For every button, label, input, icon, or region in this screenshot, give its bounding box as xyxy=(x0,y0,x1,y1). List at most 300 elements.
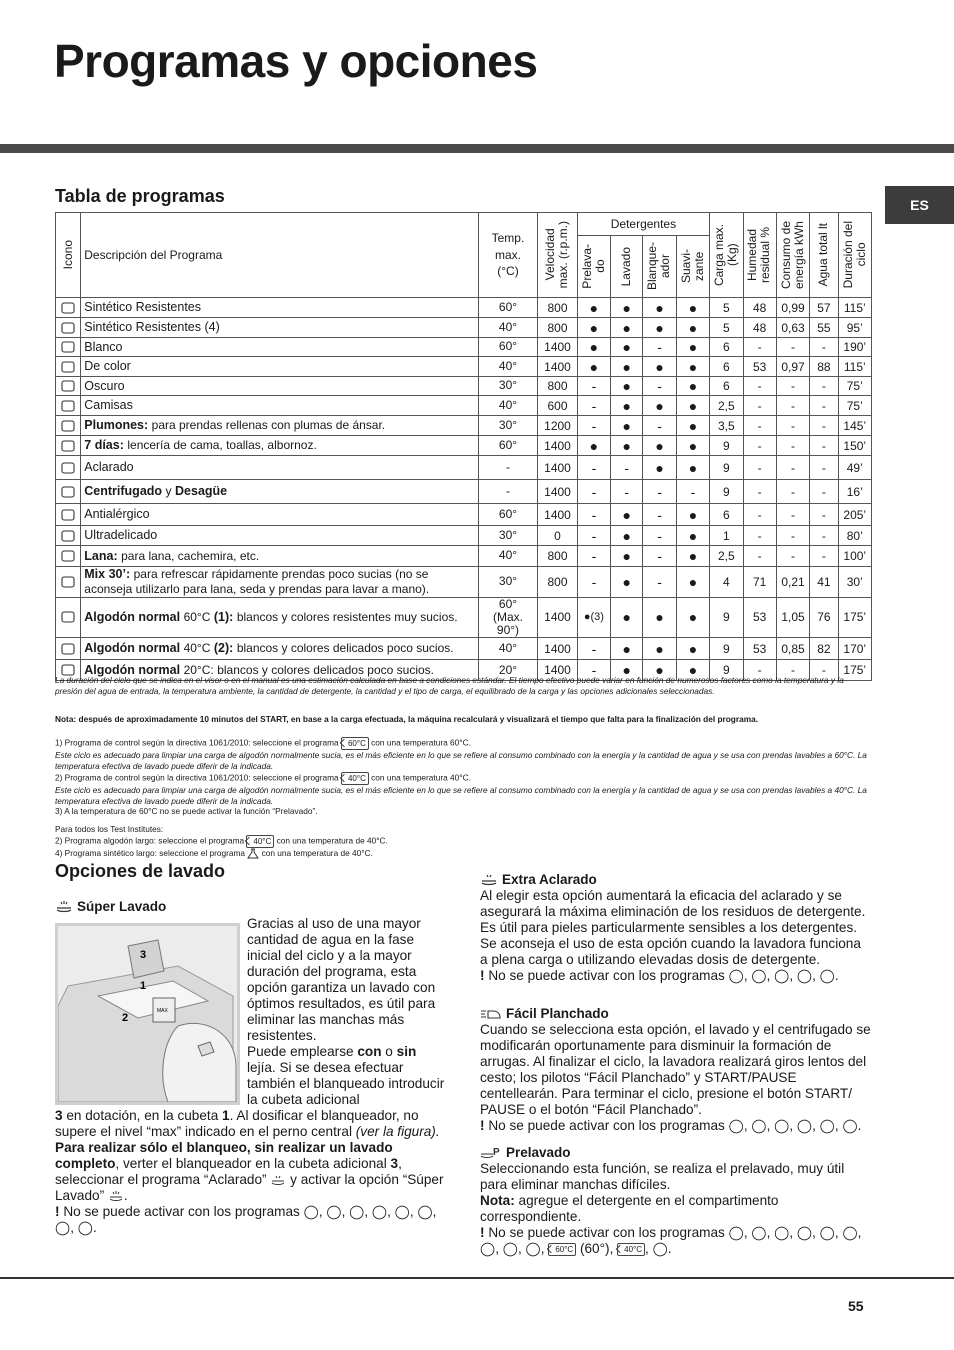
cell-speed: 800 xyxy=(538,567,577,598)
cell-water: - xyxy=(810,396,838,416)
cell-temp: 30° xyxy=(478,416,538,436)
cell-dur: 190’ xyxy=(838,338,871,357)
cell-hum: - xyxy=(743,338,776,357)
cell-energy: - xyxy=(776,660,809,681)
cell-hum: 71 xyxy=(743,567,776,598)
cell-water: - xyxy=(810,480,838,504)
cell-load: 2,5 xyxy=(710,546,743,567)
program-description: De color xyxy=(81,357,478,377)
row-icon-cell xyxy=(56,377,81,396)
cell-wash: - xyxy=(611,456,643,480)
cell-bleach: ● xyxy=(643,357,676,377)
cell-water: - xyxy=(810,504,838,526)
note-recalc: Nota: después de aproximadamente 10 minutos del START, en base a la carga efectuada, la máquina recalculará y visualizará el tiempo que falta para la finalización del programa. xyxy=(55,713,759,724)
cell-temp: 30° xyxy=(478,526,538,546)
row-icon-cell xyxy=(56,396,81,416)
cell-hum: 53 xyxy=(743,638,776,660)
table-row xyxy=(56,504,872,526)
cell-soft: ● xyxy=(676,396,709,416)
cell-wash: ● xyxy=(611,357,643,377)
col-load-header: Carga max. (Kg) xyxy=(710,213,743,298)
table-row xyxy=(56,318,872,338)
note-t4: 4) Programa sintético largo: seleccione el programa con una temperatura de 40°C. xyxy=(55,848,373,859)
cell-pre: ● xyxy=(577,318,610,338)
cell-soft: ● xyxy=(676,546,709,567)
cell-speed: 1400 xyxy=(538,436,577,456)
cell-soft: ● xyxy=(676,298,709,318)
cell-dur: 205’ xyxy=(838,504,871,526)
cell-hum: - xyxy=(743,660,776,681)
cell-bleach: - xyxy=(643,416,676,436)
cell-hum: - xyxy=(743,504,776,526)
cell-temp: - xyxy=(478,456,538,480)
prewash-icon xyxy=(480,1146,502,1160)
col-speed-header: Velocidad max. (r.p.m.) xyxy=(538,213,577,298)
cell-load: 9 xyxy=(710,480,743,504)
cell-hum: - xyxy=(743,377,776,396)
cell-pre: ●(3) xyxy=(577,597,610,638)
cell-load: 6 xyxy=(710,357,743,377)
cell-load: 1 xyxy=(710,526,743,546)
cell-pre: - xyxy=(577,660,610,681)
col-detergents-header: Detergentes xyxy=(577,213,709,236)
cell-pre: ● xyxy=(577,298,610,318)
cell-soft: ● xyxy=(676,456,709,480)
cell-speed: 800 xyxy=(538,318,577,338)
cell-energy: - xyxy=(776,338,809,357)
cell-hum: 53 xyxy=(743,357,776,377)
wool-icon xyxy=(60,548,76,564)
cell-dur: 115’ xyxy=(838,357,871,377)
cell-dur: 100’ xyxy=(838,546,871,567)
program-description: Algodón normal 60°C (1): blancos y colores resistentes muy sucios. xyxy=(81,597,478,638)
cell-water: - xyxy=(810,377,838,396)
cell-energy: 0,99 xyxy=(776,298,809,318)
cell-pre: - xyxy=(577,546,610,567)
cell-speed: 1400 xyxy=(538,597,577,638)
cell-temp: 30° xyxy=(478,377,538,396)
figure-max-label: MAX xyxy=(157,1008,168,1014)
cell-energy: 0,63 xyxy=(776,318,809,338)
super-wash-icon xyxy=(55,900,73,914)
cell-water: 55 xyxy=(810,318,838,338)
table-row xyxy=(56,638,872,660)
prewash-excluded-icons: ◯, ◯, ◯, ◯, ◯, ◯, ◯, ◯, ◯, xyxy=(480,1225,862,1256)
cell-energy: - xyxy=(776,456,809,480)
rinse-icon xyxy=(270,1174,286,1187)
easy-iron-icon xyxy=(480,1007,502,1021)
cell-soft: ● xyxy=(676,357,709,377)
cell-temp: 60° xyxy=(478,298,538,318)
program-description: Antialérgico xyxy=(81,504,478,526)
row-icon-cell xyxy=(56,456,81,480)
program-description: Lana: para lana, cachemira, etc. xyxy=(81,546,478,567)
cell-speed: 1400 xyxy=(538,638,577,660)
cell-dur: 95’ xyxy=(838,318,871,338)
cell-water: 57 xyxy=(810,298,838,318)
cell-bleach: - xyxy=(643,480,676,504)
cell-dur: 30’ xyxy=(838,567,871,598)
cell-temp: 30° xyxy=(478,567,538,598)
cell-energy: - xyxy=(776,416,809,436)
easy-iron-section: Fácil Planchado Cuando se selecciona esta opción, el lavado y el centrifugado se modificarán oportunamente para disminuir la formación de arrugas. Al finalizar el ciclo, la lavadora realizará giros lentos del cesto; los pilotos “Fácil Planchado” y START/PAUSE centellearán. Para terminar el ciclo, presione el botón START/ PAUSE o el botón “Fácil Planchado”. ! No se puede activar con los programas ◯, ◯, ◯, ◯, ◯, ◯. xyxy=(480,1006,871,1133)
cell-dur: 80’ xyxy=(838,526,871,546)
cell-wash: ● xyxy=(611,416,643,436)
cell-wash: ● xyxy=(611,567,643,598)
cell-wash: ● xyxy=(611,338,643,357)
cell-energy: - xyxy=(776,396,809,416)
cell-speed: 1400 xyxy=(538,338,577,357)
cell-wash: ● xyxy=(611,546,643,567)
cell-water: 41 xyxy=(810,567,838,598)
cell-bleach: ● xyxy=(643,597,676,638)
extra-rinse-section: Extra Aclarado Al elegir esta opción aumentará la eficacia del aclarado y se asegurará la máxima eliminación de los residuos de detergente. Es útil para pieles particularmente sensibles a los detergentes. Se aconseja el uso de esta opción cuando la lavadora funciona a plena carga o utilizando elevadas dosis de detergente. ! No se puede activar con los programas ◯, ◯, ◯, ◯, ◯. xyxy=(480,872,872,984)
cell-water: 82 xyxy=(810,638,838,660)
cell-water: - xyxy=(810,456,838,480)
table-row xyxy=(56,298,872,318)
cell-hum: - xyxy=(743,416,776,436)
cell-soft: - xyxy=(676,480,709,504)
cell-dur: 145’ xyxy=(838,416,871,436)
row-icon-cell xyxy=(56,436,81,456)
cell-dur: 150’ xyxy=(838,436,871,456)
cell-wash: ● xyxy=(611,377,643,396)
cell-pre: - xyxy=(577,377,610,396)
cell-pre: ● xyxy=(577,436,610,456)
language-tab: ES xyxy=(885,186,954,224)
cell-temp: 40° xyxy=(478,357,538,377)
figure-label-1: 1 xyxy=(140,980,147,992)
detergent-drawer-figure xyxy=(55,923,240,1105)
white-shirt-icon xyxy=(60,339,76,355)
cell-pre: - xyxy=(577,504,610,526)
program-description: Sintético Resistentes xyxy=(81,298,478,318)
cell-water: 76 xyxy=(810,597,838,638)
table-row xyxy=(56,546,872,567)
cell-soft: ● xyxy=(676,638,709,660)
cell-water: - xyxy=(810,436,838,456)
cell-speed: 1400 xyxy=(538,480,577,504)
cell-pre: ● xyxy=(577,338,610,357)
col-temp-header: Temp. max. (°C) xyxy=(478,213,538,298)
cell-energy: - xyxy=(776,480,809,504)
dark-shirt-icon xyxy=(60,378,76,394)
cell-energy: 0,21 xyxy=(776,567,809,598)
synthetic-resistant-icon xyxy=(60,320,76,336)
col-energy-header: Consumo de energía kWh xyxy=(776,213,809,298)
cell-wash: ● xyxy=(611,504,643,526)
cell-bleach: ● xyxy=(643,318,676,338)
cell-wash: ● xyxy=(611,638,643,660)
note-1: 1) Programa de control según la directiva 1061/2010: seleccione el programa 60°C con una temperatura 60°C. xyxy=(55,738,471,749)
cell-load: 9 xyxy=(710,456,743,480)
cell-bleach: - xyxy=(643,567,676,598)
cell-water: - xyxy=(810,660,838,681)
cell-water: - xyxy=(810,546,838,567)
cell-dur: 170’ xyxy=(838,638,871,660)
cell-hum: - xyxy=(743,546,776,567)
mix30-icon xyxy=(60,574,76,590)
program-description: Algodón normal 40°C (2): blancos y colores delicados poco sucios. xyxy=(81,638,478,660)
cell-water: 88 xyxy=(810,357,838,377)
cell-soft: ● xyxy=(676,377,709,396)
cell-soft: ● xyxy=(676,338,709,357)
row-icon-cell xyxy=(56,526,81,546)
table-row xyxy=(56,357,872,377)
cell-energy: - xyxy=(776,546,809,567)
note-2-detail: Este ciclo es adecuado para limpiar una carga de algodón normalmente sucia, es el más eficiente en lo que se refiere al consumo combinado con la energía y la cantidad de agua y se usa con prendas lavables a 40°C. La temperatura efectiva de lavado puede diferir de la indicada. xyxy=(55,784,867,806)
table-row xyxy=(56,338,872,357)
cell-soft: ● xyxy=(676,526,709,546)
cell-load: 3,5 xyxy=(710,416,743,436)
cell-load: 9 xyxy=(710,597,743,638)
cell-temp: 60° xyxy=(478,504,538,526)
super-wash-section xyxy=(55,899,445,915)
super-wash-p2: Puede emplearse con o sin lejía. Si se desea efectuar también el blanqueado introducir la cubeta adicional xyxy=(247,1044,445,1107)
col-prewash-header: Prelava- do xyxy=(577,236,610,298)
col-duration-header: Duración del ciclo xyxy=(838,213,871,298)
anti-allergy-icon xyxy=(60,507,76,523)
cell-hum: - xyxy=(743,526,776,546)
duvet-icon xyxy=(60,418,76,434)
cell-pre: - xyxy=(577,456,610,480)
cell-hum: - xyxy=(743,436,776,456)
cell-hum: - xyxy=(743,480,776,504)
program-table xyxy=(55,212,872,681)
rinse-icon xyxy=(60,460,76,476)
note-duration: La duración del ciclo que se indica en el visor o en el manual es una estimación calculada en base a condiciones estándar. El tiempo efectivo puede variar en función de numerosos factores como la temperatura y la presión del agua de entrada, la temperatura ambiente, la cantidad de detergente, la cantidad y el tipo de carga, el equilibrado de la carga y las opciones adicionales seleccionadas. xyxy=(55,675,844,696)
super-wash-icon xyxy=(108,1190,124,1203)
cell-soft: ● xyxy=(676,567,709,598)
cell-pre: ● xyxy=(577,357,610,377)
cell-wash: ● xyxy=(611,660,643,681)
row-icon-cell xyxy=(56,638,81,660)
cell-energy: 0,85 xyxy=(776,638,809,660)
cell-dur: 115’ xyxy=(838,298,871,318)
notes-block xyxy=(55,675,872,859)
cell-speed: 600 xyxy=(538,396,577,416)
cell-load: 9 xyxy=(710,660,743,681)
cell-pre: - xyxy=(577,416,610,436)
program-description: Plumones: para prendas rellenas con plumas de ánsar. xyxy=(81,416,478,436)
cell-dur: 16’ xyxy=(838,480,871,504)
cell-energy: 0,97 xyxy=(776,357,809,377)
bottom-rule xyxy=(0,1277,954,1279)
prewash-section: P Prelavado Seleccionando esta función, se realiza el prelavado, muy útil para eliminar manchas difíciles. Nota: agregue el detergente en el compartimento correspondiente. ! No se puede activar con los programas ◯, ◯, ◯, ◯, ◯, ◯, ◯, ◯, ◯, 60°C (60°), 40°C , ◯. xyxy=(480,1145,872,1257)
col-soft-header: Suavi- zante xyxy=(676,236,709,298)
super-wash-text-bottom: 3 en dotación, en la cubeta 1. Al dosificar el blanqueador, no supere el nivel “max” indicado en el perno central (ver la figura). Para realizar sólo el blanqueo, sin realizar un lavado completo, verter el blanqueador en la cubeta adicional 3, seleccionar el programa “Aclarado” y activar la opción “Súper Lavado” . ! No se puede activar con los programas ◯, ◯, ◯, ◯, ◯, ◯, ◯, ◯. xyxy=(55,1108,444,1235)
cell-speed: 800 xyxy=(538,377,577,396)
super-wash-p1: Gracias al uso de una mayor cantidad de agua en la fase inicial del ciclo y a la mayor duración del programa, esta opción garantiza un lavado con óptimos resultados, es útil para eliminar las manchas más resistentes. xyxy=(247,916,436,1043)
cell-pre: - xyxy=(577,526,610,546)
cell-water: - xyxy=(810,526,838,546)
col-desc-header: Descripción del Programa xyxy=(81,213,478,298)
cell-bleach: - xyxy=(643,377,676,396)
program-description: Aclarado xyxy=(81,456,478,480)
cell-hum: 53 xyxy=(743,597,776,638)
cell-temp: 40° xyxy=(478,638,538,660)
cell-temp: 60° (Max. 90°) xyxy=(478,597,538,638)
cell-wash: ● xyxy=(611,298,643,318)
easy-iron-excluded-icons: ◯, ◯, ◯, ◯, ◯, ◯. xyxy=(728,1118,862,1133)
shirts-icon xyxy=(60,398,76,414)
table-row xyxy=(56,526,872,546)
row-icon-cell xyxy=(56,480,81,504)
page-number: 55 xyxy=(848,1298,864,1314)
note-t2: 2) Programa algodón largo: seleccione el programa 40°C con una temperatura de 40°C. xyxy=(55,835,388,847)
cell-load: 4 xyxy=(710,567,743,598)
row-icon-cell xyxy=(56,318,81,338)
table-row xyxy=(56,416,872,436)
program-description: Sintético Resistentes (4) xyxy=(81,318,478,338)
cell-load: 6 xyxy=(710,504,743,526)
cell-bleach: ● xyxy=(643,396,676,416)
cell-hum: 48 xyxy=(743,298,776,318)
cell-pre: - xyxy=(577,396,610,416)
figure-label-2: 2 xyxy=(122,1012,129,1024)
cell-soft: ● xyxy=(676,436,709,456)
table-row xyxy=(56,396,872,416)
synthetic-resistant-icon xyxy=(247,848,259,859)
cell-bleach: ● xyxy=(643,456,676,480)
cell-water: - xyxy=(810,416,838,436)
cell-dur: 49’ xyxy=(838,456,871,480)
cell-speed: 800 xyxy=(538,298,577,318)
cell-speed: 0 xyxy=(538,526,577,546)
cell-wash: ● xyxy=(611,526,643,546)
cell-speed: 1400 xyxy=(538,456,577,480)
program-description: Mix 30’: para refrescar rápidamente prendas poco sucias (no se aconseja utilizarlo para lana, seda y prendas para lavar a mano). xyxy=(81,567,478,598)
cell-pre: - xyxy=(577,638,610,660)
cell-hum: - xyxy=(743,456,776,480)
cell-bleach: - xyxy=(643,546,676,567)
cell-bleach: ● xyxy=(643,298,676,318)
cell-dur: 75’ xyxy=(838,396,871,416)
prewash-text: Seleccionando esta función, se realiza el prelavado, muy útil para eliminar manchas difíciles. xyxy=(480,1161,845,1192)
cell-load: 2,5 xyxy=(710,396,743,416)
color-shirt-icon xyxy=(60,359,76,375)
cell-dur: 175’ xyxy=(838,597,871,638)
row-icon-cell xyxy=(56,504,81,526)
spin-drain-icon xyxy=(60,484,76,500)
cell-hum: 48 xyxy=(743,318,776,338)
cell-bleach: ● xyxy=(643,660,676,681)
cell-temp: - xyxy=(478,480,538,504)
program-description: Centrifugado y Desagüe xyxy=(81,480,478,504)
ultra-delicate-icon xyxy=(60,528,76,544)
extra-rinse-excluded-icons: ◯, ◯, ◯, ◯, ◯. xyxy=(728,968,839,983)
cell-soft: ● xyxy=(676,597,709,638)
extra-rinse-icon xyxy=(480,873,498,887)
row-icon-cell xyxy=(56,357,81,377)
note-2: 2) Programa de control según la directiva 1061/2010: seleccione el programa 40°C con una temperatura 40°C. xyxy=(55,772,471,783)
program-description: Algodón normal 20°C: blancos y colores delicados poco sucios. xyxy=(81,660,478,681)
cell-speed: 1400 xyxy=(538,357,577,377)
table-row xyxy=(56,480,872,504)
table-row xyxy=(56,567,872,598)
cell-temp: 40° xyxy=(478,318,538,338)
program-description: 7 días: lencería de cama, toallas, albornoz. xyxy=(81,436,478,456)
cell-temp: 40° xyxy=(478,396,538,416)
cell-hum: - xyxy=(743,396,776,416)
note-1-detail: Este ciclo es adecuado para limpiar una carga de algodón normalmente sucia, es el más eficiente en lo que se refiere al consumo combinado con la energía y la cantidad de agua y se usa con prendas lavables a 60°C. La temperatura efectiva de lavado puede diferir de la indicada. xyxy=(55,750,867,772)
cell-energy: - xyxy=(776,504,809,526)
row-icon-cell xyxy=(56,416,81,436)
super-wash-text-right xyxy=(247,916,447,1108)
cell-load: 9 xyxy=(710,436,743,456)
options-title: Opciones de lavado xyxy=(55,861,226,881)
cell-bleach: - xyxy=(643,338,676,357)
cell-speed: 1200 xyxy=(538,416,577,436)
cotton-60-icon xyxy=(60,609,76,625)
cell-bleach: ● xyxy=(643,638,676,660)
table-row xyxy=(56,377,872,396)
cell-bleach: ● xyxy=(643,436,676,456)
cell-energy: - xyxy=(776,436,809,456)
cell-speed: 1400 xyxy=(538,504,577,526)
cell-wash: ● xyxy=(611,436,643,456)
table-row xyxy=(56,436,872,456)
cell-temp: 40° xyxy=(478,546,538,567)
cell-energy: - xyxy=(776,526,809,546)
program-description: Oscuro xyxy=(81,377,478,396)
cell-bleach: - xyxy=(643,526,676,546)
cell-load: 6 xyxy=(710,338,743,357)
row-icon-cell xyxy=(56,298,81,318)
cell-load: 5 xyxy=(710,318,743,338)
extra-rinse-text: Al elegir esta opción aumentará la eficacia del aclarado y se asegurará la máxima eliminación de los residuos de detergente. Es útil para pieles particularmente sensibles a los detergentes. Se aconseja el uso de esta opción cuando la lavadora funciona a plena carga o utilizando elevadas dosis de detergente. xyxy=(480,888,866,967)
cell-energy: - xyxy=(776,377,809,396)
svg-text:P: P xyxy=(493,1147,500,1158)
cell-pre: - xyxy=(577,480,610,504)
cell-soft: ● xyxy=(676,504,709,526)
program-description: Ultradelicado xyxy=(81,526,478,546)
cell-load: 9 xyxy=(710,638,743,660)
easy-iron-text: Cuando se selecciona esta opción, el lavado y el centrifugado se modificarán oportunamente para disminuir la formación de arrugas. Al finalizar el ciclo, la lavadora realizará giros lentos del cesto; los pilotos “Fácil Planchado” y START/PAUSE centellearán. Para terminar el ciclo, presione el botón START/ PAUSE o el botón “Fácil Planchado”. xyxy=(480,1022,871,1117)
cell-wash: ● xyxy=(611,396,643,416)
note-3: 3) A la temperatura de 60°C no se puede activar la función “Prelavado”. xyxy=(55,806,318,817)
row-icon-cell xyxy=(56,338,81,357)
cell-soft: ● xyxy=(676,318,709,338)
cell-temp: 60° xyxy=(478,338,538,357)
row-icon-cell xyxy=(56,546,81,567)
table-row xyxy=(56,597,872,638)
cell-wash: ● xyxy=(611,597,643,638)
col-bleach-header: Blanque- ador xyxy=(643,236,676,298)
cell-temp: 60° xyxy=(478,436,538,456)
cell-load: 5 xyxy=(710,298,743,318)
figure-label-3: 3 xyxy=(140,949,147,961)
cell-bleach: - xyxy=(643,504,676,526)
col-wash-header: Lavado xyxy=(611,236,643,298)
cell-energy: 1,05 xyxy=(776,597,809,638)
cell-pre: - xyxy=(577,567,610,598)
cell-speed: 800 xyxy=(538,546,577,567)
cell-wash: ● xyxy=(611,318,643,338)
col-icon-header: Icono xyxy=(56,213,81,298)
table-title: Tabla de programas xyxy=(55,186,225,206)
cell-temp: 20° xyxy=(478,660,538,681)
synthetic-resistant-icon xyxy=(60,300,76,316)
cell-dur: 75’ xyxy=(838,377,871,396)
row-icon-cell xyxy=(56,567,81,598)
program-description: Camisas xyxy=(81,396,478,416)
row-icon-cell xyxy=(56,597,81,638)
top-rule xyxy=(0,144,954,153)
col-humidity-header: Humedad residual % xyxy=(743,213,776,298)
cotton-40-icon xyxy=(60,641,76,657)
cell-dur: 175’ xyxy=(838,660,871,681)
